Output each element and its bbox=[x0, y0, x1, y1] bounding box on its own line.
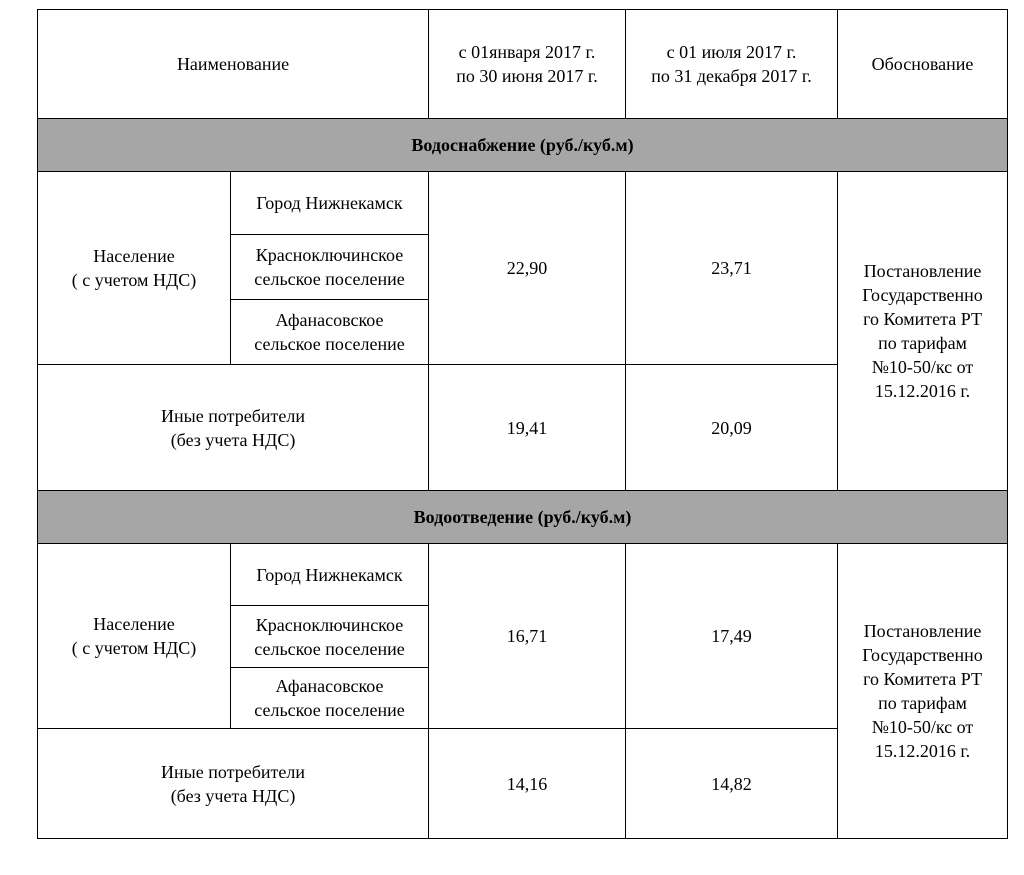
section-water-supply bbox=[38, 119, 1008, 172]
table-row bbox=[38, 544, 1008, 606]
section-title: Водоснабжение (руб./куб.м) bbox=[38, 119, 1008, 172]
population-label: Население ( с учетом НДС) bbox=[38, 544, 231, 729]
locality-krasnoklyuchinskoe: Красноключинское сельское поселение bbox=[231, 606, 429, 668]
other-value-period-2: 20,09 bbox=[626, 365, 838, 491]
locality-krasnoklyuchinskoe: Красноключинское сельское поселение bbox=[231, 235, 429, 300]
locality-afanasovskoe: Афанасовское сельское поселение bbox=[231, 300, 429, 365]
header-period-1: с 01января 2017 г. по 30 июня 2017 г. bbox=[429, 10, 626, 119]
population-label: Население ( с учетом НДС) bbox=[38, 172, 231, 365]
population-value-period-2: 23,71 bbox=[626, 172, 838, 365]
locality-nizhnekamsk: Город Нижнекамск bbox=[231, 544, 429, 606]
population-value-period-1: 16,71 bbox=[429, 544, 626, 729]
section-water-disposal bbox=[38, 491, 1008, 544]
population-value-period-2: 17,49 bbox=[626, 544, 838, 729]
basis-text: Постановление Государственно го Комитета РТ по тарифам №10-50/кс от 15.12.2016 г. bbox=[838, 544, 1008, 839]
table-row bbox=[38, 172, 1008, 235]
tariff-table bbox=[37, 9, 1008, 839]
header-period-2: с 01 июля 2017 г. по 31 декабря 2017 г. bbox=[626, 10, 838, 119]
basis-text: Постановление Государственно го Комитета РТ по тарифам №10-50/кс от 15.12.2016 г. bbox=[838, 172, 1008, 491]
locality-afanasovskoe: Афанасовское сельское поселение bbox=[231, 668, 429, 729]
other-consumers-label: Иные потребители (без учета НДС) bbox=[38, 365, 429, 491]
population-value-period-1: 22,90 bbox=[429, 172, 626, 365]
header-row bbox=[38, 10, 1008, 119]
other-value-period-1: 19,41 bbox=[429, 365, 626, 491]
locality-nizhnekamsk: Город Нижнекамск bbox=[231, 172, 429, 235]
other-value-period-1: 14,16 bbox=[429, 729, 626, 839]
other-value-period-2: 14,82 bbox=[626, 729, 838, 839]
section-title: Водоотведение (руб./куб.м) bbox=[38, 491, 1008, 544]
other-consumers-label: Иные потребители (без учета НДС) bbox=[38, 729, 429, 839]
header-name: Наименование bbox=[38, 10, 429, 119]
header-basis: Обоснование bbox=[838, 10, 1008, 119]
